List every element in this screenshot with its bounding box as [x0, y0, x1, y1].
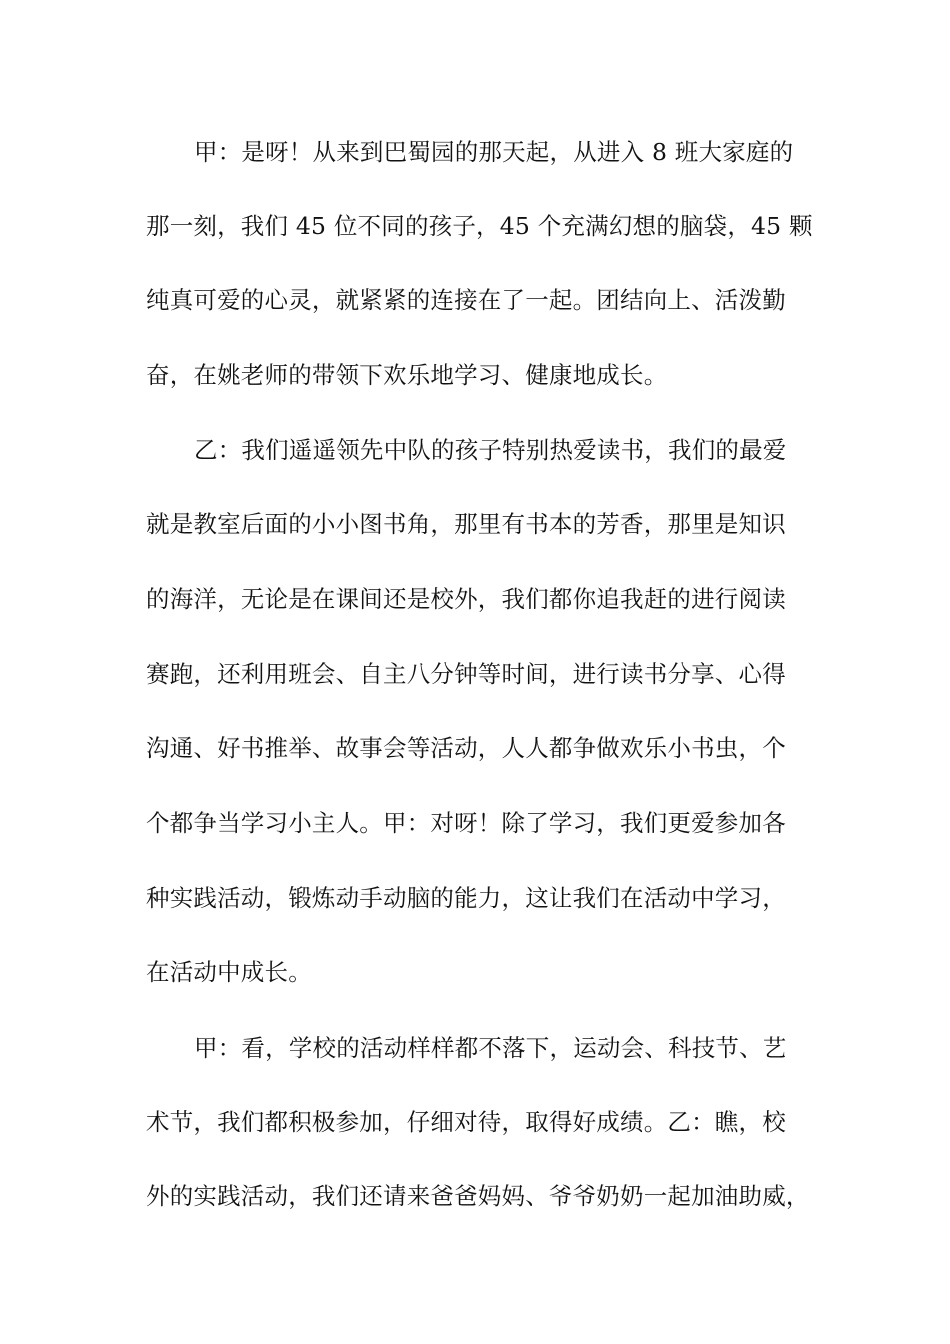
paragraph-line: 沟通、好书推举、故事会等活动，人人都争做欢乐小书虫，个 [146, 734, 786, 762]
paragraph-line: 乙：我们遥遥领先中队的孩子特别热爱读书，我们的最爱 [194, 436, 787, 464]
paragraph-line: 外的实践活动，我们还请来爸爸妈妈、爷爷奶奶一起加油助威， [146, 1182, 810, 1210]
paragraph-line: 在活动中成长。 [146, 958, 312, 986]
paragraph-line: 那一刻，我们 45 位不同的孩子，45 个充满幻想的脑袋，45 颗 [146, 212, 813, 240]
paragraph-line: 个都争当学习小主人。甲：对呀！除了学习，我们更爱参加各 [146, 809, 786, 837]
paragraph-line: 术节，我们都积极参加，仔细对待，取得好成绩。乙：瞧，校 [146, 1108, 786, 1136]
paragraph-line: 种实践活动，锻炼动手动脑的能力，这让我们在活动中学习， [146, 884, 786, 912]
paragraph-line: 就是教室后面的小小图书角，那里有书本的芳香，那里是知识 [146, 510, 786, 538]
paragraph-line: 赛跑，还利用班会、自主八分钟等时间，进行读书分享、心得 [146, 660, 786, 688]
paragraph-line: 的海洋，无论是在课间还是校外，我们都你追我赶的进行阅读 [146, 585, 786, 613]
paragraph-line: 甲：是呀！从来到巴蜀园的那天起，从进入 8 班大家庭的 [194, 138, 794, 166]
paragraph-line: 奋，在姚老师的带领下欢乐地学习、健康地成长。 [146, 361, 668, 389]
paragraph-line: 纯真可爱的心灵，就紧紧的连接在了一起。团结向上、活泼勤 [146, 286, 786, 314]
paragraph-line: 甲：看，学校的活动样样都不落下，运动会、科技节、艺 [194, 1034, 787, 1062]
